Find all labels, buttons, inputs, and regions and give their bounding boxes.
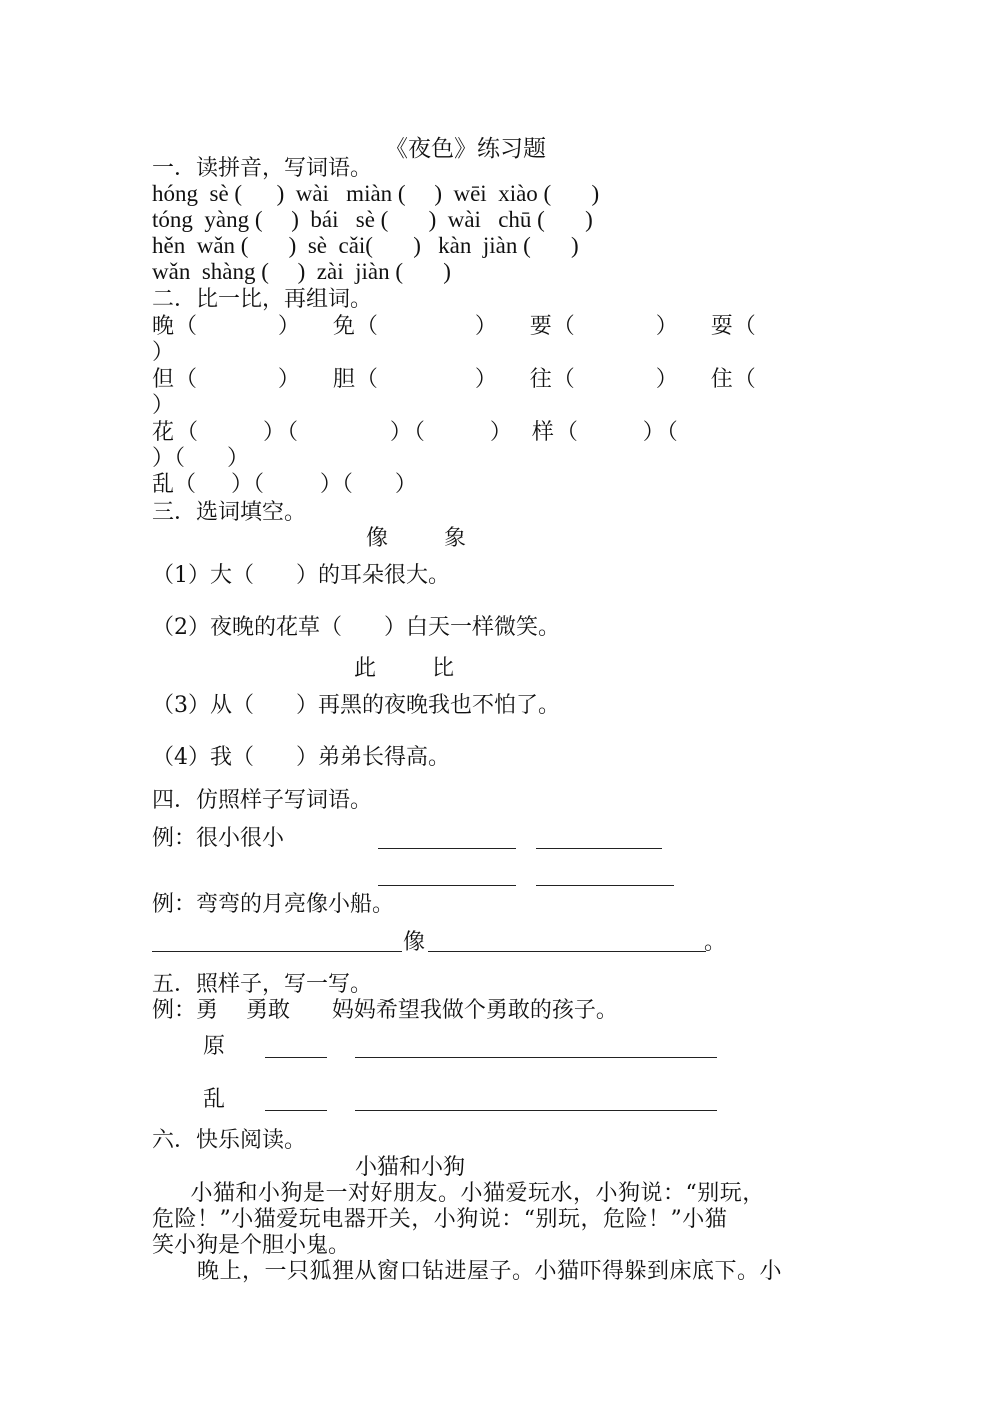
section-4-heading: 四．仿照样子写词语。 [152,788,373,813]
story-title: 小猫和小狗 [355,1155,466,1180]
word-choices: 此 比 [354,656,454,681]
example-text: 例：勇 勇敢 妈妈希望我做个勇敢的孩子。 [152,998,618,1023]
item-character: 原 [203,1034,226,1059]
story-paragraph-line: 小猫和小狗是一对好朋友。小猫爱玩水，小狗说：“别玩， [168,1181,765,1206]
pinyin-row: hěn wǎn ( ) sè cǎi( ) kàn jiàn ( ) [152,233,579,258]
answer-blank[interactable] [378,848,516,849]
fill-connector: 像 [403,930,426,955]
compare-row: 晚（ ） 免（ ） 要（ ） 耍（ [152,314,757,339]
answer-blank[interactable] [536,848,662,849]
pinyin-row: hóng sè ( ) wài miàn ( ) wēi xiào ( ) [152,181,600,206]
compare-row: 乱（ ）（ ）（ ） [152,472,417,497]
compare-row-wrap: ） [152,340,175,365]
fill-end-punct: 。 [704,930,727,955]
answer-blank[interactable] [355,1110,717,1111]
fill-question: （4）我（ ）弟弟长得高。 [152,745,450,770]
fill-question: （1）大（ ）的耳朵很大。 [152,563,450,588]
story-paragraph-line: 晚上，一只狐狸从窗口钻进屋子。小猫吓得躲到床底下。小 [152,1259,783,1284]
answer-blank[interactable] [152,951,402,952]
compare-row-wrap: ） [152,393,175,418]
section-1-heading: 一．读拼音，写词语。 [152,156,373,181]
compare-row: 花（ ）（ ）（ ） 样（ ）（ [152,420,680,445]
answer-blank[interactable] [265,1110,327,1111]
page-title: 《夜色》练习题 [385,136,546,162]
compare-row-wrap: ）（ ） [152,446,249,471]
item-character: 乱 [203,1087,226,1112]
answer-blank[interactable] [428,951,706,952]
pinyin-row: tóng yàng ( ) bái sè ( ) wài chū ( ) [152,207,593,232]
example-text: 例：弯弯的月亮像小船。 [152,892,395,917]
section-3-heading: 三．选词填空。 [152,500,307,525]
answer-blank[interactable] [536,885,674,886]
fill-question: （3）从（ ）再黑的夜晚我也不怕了。 [152,693,560,718]
section-6-heading: 六．快乐阅读。 [152,1128,307,1153]
story-paragraph-line: 笑小狗是个胆小鬼。 [152,1233,351,1258]
section-5-heading: 五．照样子，写一写。 [152,972,373,997]
fill-question: （2）夜晚的花草（ ）白天一样微笑。 [152,615,560,640]
answer-blank[interactable] [378,885,516,886]
example-text: 例：很小很小 [152,826,285,851]
word-choices: 像 象 [366,526,466,551]
story-paragraph-line: 危险！”小猫爱玩电器开关，小狗说：“别玩，危险！”小猫 [152,1207,728,1232]
pinyin-row: wǎn shàng ( ) zài jiàn ( ) [152,259,451,284]
compare-row: 但（ ） 胆（ ） 往（ ） 住（ [152,367,757,392]
answer-blank[interactable] [265,1057,327,1058]
section-2-heading: 二．比一比，再组词。 [152,287,373,312]
answer-blank[interactable] [355,1057,717,1058]
